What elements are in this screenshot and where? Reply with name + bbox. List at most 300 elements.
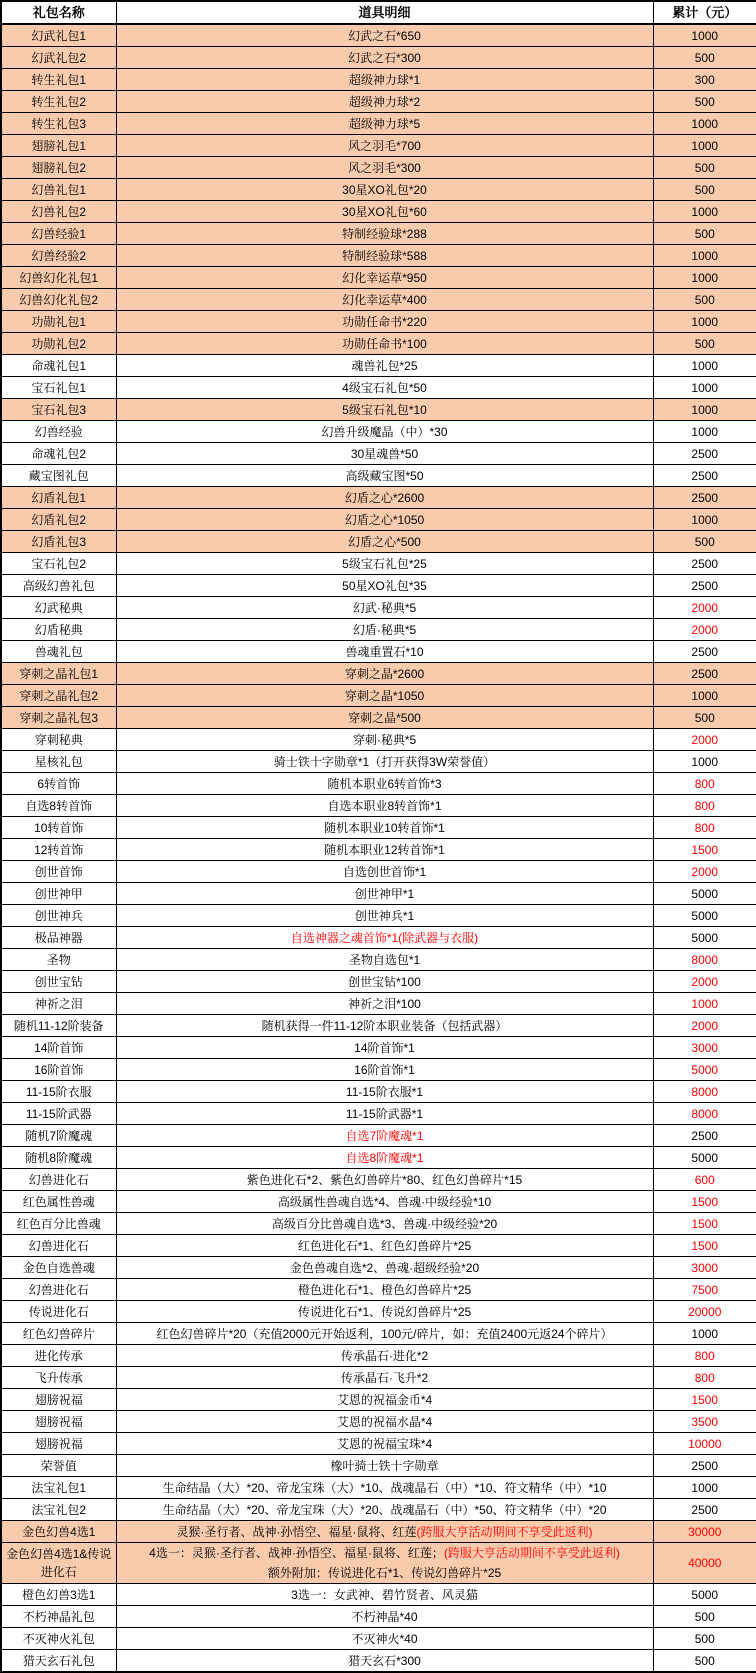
table-row: [1, 113, 756, 135]
item-detail-line: 自选8阶魔魂*1: [345, 1150, 424, 1165]
item-detail-cell: [116, 817, 653, 839]
item-detail-line: 艾恩的祝福宝珠*4: [336, 1436, 433, 1451]
item-detail-cell: [116, 223, 653, 245]
column-header-package-name: 礼包名称: [1, 1, 116, 24]
package-name-cell: 翅膀祝福: [1, 1389, 116, 1411]
item-detail-line: 额外附加：传说进化石*1、传说幻兽碎片*25: [267, 1566, 502, 1580]
item-detail-line: 幻盾之心*1050: [344, 512, 425, 527]
item-detail-line: 不灭神火*40: [351, 1631, 418, 1646]
table-row: [1, 1521, 756, 1543]
total-value-cell: 2500: [653, 641, 756, 663]
item-detail-cell: [116, 1169, 653, 1191]
item-detail-cell: [116, 487, 653, 509]
item-detail-line: 穿刺·秘典*5: [352, 732, 417, 747]
package-name-cell: 猎天玄石礼包: [1, 1650, 116, 1673]
total-value-cell: 500: [653, 157, 756, 179]
package-name-cell: 14阶首饰: [1, 1037, 116, 1059]
total-value-cell: 40000: [653, 1543, 756, 1584]
package-name-cell: 功勋礼包2: [1, 333, 116, 355]
total-value-cell: 2500: [653, 1455, 756, 1477]
table-row: [1, 1606, 756, 1628]
item-detail-line: 随机本职业12转首饰*1: [324, 842, 445, 857]
item-detail-line: 橙色进化石*1、橙色幻兽碎片*25: [297, 1282, 472, 1297]
item-detail-cell: [116, 245, 653, 267]
item-detail-line: 风之羽毛*700: [348, 138, 421, 153]
total-value-cell: 2000: [653, 597, 756, 619]
total-value-cell: 1000: [653, 685, 756, 707]
total-value-cell: 2500: [653, 465, 756, 487]
total-value-cell: 5000: [653, 905, 756, 927]
package-name-cell: 穿刺之晶礼包2: [1, 685, 116, 707]
item-detail-line: 创世宝钻*100: [348, 974, 421, 989]
table-row: [1, 1125, 756, 1147]
item-detail-cell: [116, 399, 653, 421]
table-row: [1, 1411, 756, 1433]
table-row: [1, 1213, 756, 1235]
table-row: [1, 91, 756, 113]
item-detail-cell: [116, 1257, 653, 1279]
package-name-cell: 6转首饰: [1, 773, 116, 795]
item-detail-cell: [116, 1191, 653, 1213]
table-row: [1, 1499, 756, 1521]
package-name-cell: 幻武秘典: [1, 597, 116, 619]
total-value-cell: 2500: [653, 443, 756, 465]
item-detail-line: 不朽神晶*40: [351, 1609, 418, 1624]
table-row: [1, 69, 756, 91]
total-value-cell: 1000: [653, 1323, 756, 1345]
item-detail-line: 随机本职业10转首饰*1: [324, 820, 445, 835]
package-name-cell: 功勋礼包1: [1, 311, 116, 333]
total-value-cell: 3500: [653, 1411, 756, 1433]
table-row: [1, 1367, 756, 1389]
table-row: [1, 531, 756, 553]
table-row: [1, 465, 756, 487]
total-value-cell: 1000: [653, 245, 756, 267]
table-row: [1, 24, 756, 47]
table-row: [1, 817, 756, 839]
item-detail-cell: [116, 113, 653, 135]
item-detail-line: 30星XO礼包*60: [342, 204, 427, 219]
total-value-cell: 1500: [653, 1213, 756, 1235]
table-row: [1, 1169, 756, 1191]
item-detail-cell: [116, 751, 653, 773]
item-detail-cell: [116, 1103, 653, 1125]
item-detail-line: 高级藏宝图*50: [345, 468, 424, 483]
table-row: [1, 597, 756, 619]
table-row: [1, 245, 756, 267]
package-name-cell: 幻武礼包2: [1, 47, 116, 69]
table-row: [1, 883, 756, 905]
table-row: [1, 201, 756, 223]
item-detail-line: 超级神力球*2: [348, 94, 421, 109]
total-value-cell: 2500: [653, 1499, 756, 1521]
item-detail-cell: [116, 289, 653, 311]
table-row: [1, 157, 756, 179]
item-detail-line: 风之羽毛*300: [348, 160, 421, 175]
item-detail-cell: [116, 24, 653, 47]
package-name-cell: 金色幻兽4选1: [1, 1521, 116, 1543]
item-detail-line: 神祈之泪*100: [348, 996, 421, 1011]
total-value-cell: 2000: [653, 619, 756, 641]
item-detail-cell: [116, 465, 653, 487]
item-detail-line: 幻兽升级魔晶（中）*30: [321, 424, 448, 439]
item-detail-cell: [116, 1367, 653, 1389]
total-value-cell: 1000: [653, 1477, 756, 1499]
item-detail-cell: [116, 267, 653, 289]
package-name-cell: 创世首饰: [1, 861, 116, 883]
package-name-cell: 幻兽经验2: [1, 245, 116, 267]
total-value-cell: 1000: [653, 201, 756, 223]
total-value-cell: 500: [653, 1650, 756, 1673]
table-row: [1, 1477, 756, 1499]
table-row: [1, 773, 756, 795]
item-detail-line: 幻盾之心*500: [348, 534, 421, 549]
package-name-cell: 宝石礼包2: [1, 553, 116, 575]
total-value-cell: 8000: [653, 949, 756, 971]
item-detail-cell: [116, 1015, 653, 1037]
table-row: [1, 421, 756, 443]
item-detail-cell: [116, 1147, 653, 1169]
item-detail-line: 创世神兵*1: [354, 908, 415, 923]
package-name-cell: 宝石礼包1: [1, 377, 116, 399]
package-name-cell: 法宝礼包1: [1, 1477, 116, 1499]
item-detail-cell: [116, 1543, 653, 1584]
table-row: [1, 927, 756, 949]
package-name-cell: 红色幻兽碎片: [1, 1323, 116, 1345]
total-value-cell: 2500: [653, 553, 756, 575]
item-detail-line: 功勋任命书*100: [342, 336, 427, 351]
total-value-cell: 8000: [653, 1103, 756, 1125]
total-value-cell: 5000: [653, 1059, 756, 1081]
package-name-cell: 翅膀祝福: [1, 1433, 116, 1455]
table-row: [1, 751, 756, 773]
table-row: [1, 47, 756, 69]
item-detail-line: 兽魂重置石*10: [345, 644, 424, 659]
total-value-cell: 500: [653, 333, 756, 355]
item-detail-cell: [116, 641, 653, 663]
item-detail-cell: [116, 179, 653, 201]
item-detail-cell: [116, 1059, 653, 1081]
table-row: [1, 1301, 756, 1323]
table-row: [1, 399, 756, 421]
package-name-cell: 幻兽进化石: [1, 1235, 116, 1257]
item-detail-cell: [116, 311, 653, 333]
table-row: [1, 1433, 756, 1455]
package-name-cell: 红色属性兽魂: [1, 1191, 116, 1213]
item-detail-line: 幻武·秘典*5: [352, 600, 417, 615]
total-value-cell: 30000: [653, 1521, 756, 1543]
table-row: [1, 333, 756, 355]
total-value-cell: 500: [653, 223, 756, 245]
total-value-cell: 1000: [653, 377, 756, 399]
item-detail-cell: [116, 443, 653, 465]
total-value-cell: 1000: [653, 509, 756, 531]
item-detail-line: 超级神力球*1: [348, 72, 421, 87]
item-detail-cell: [116, 1477, 653, 1499]
package-name-cell: 红色百分比兽魂: [1, 1213, 116, 1235]
package-name-cell: 幻兽进化石: [1, 1279, 116, 1301]
item-detail-line: 传承晶石·飞升*2: [340, 1370, 429, 1385]
table-row: [1, 1147, 756, 1169]
item-detail-cell: [116, 861, 653, 883]
table-row: [1, 1323, 756, 1345]
table-row: [1, 707, 756, 729]
total-value-cell: 3000: [653, 1257, 756, 1279]
total-value-cell: 1000: [653, 24, 756, 47]
item-detail-line: 幻盾之心*2600: [344, 490, 425, 505]
item-detail-line: 随机本职业6转首饰*3: [327, 776, 442, 791]
item-detail-line: 14阶首饰*1: [354, 1040, 415, 1055]
item-detail-line: 功勋任命书*220: [342, 314, 427, 329]
table-row: [1, 1345, 756, 1367]
item-detail-line: 传说进化石*1、传说幻兽碎片*25: [297, 1304, 472, 1319]
total-value-cell: 10000: [653, 1433, 756, 1455]
package-name-cell: 法宝礼包2: [1, 1499, 116, 1521]
table-row: [1, 311, 756, 333]
package-name-cell: 幻兽经验1: [1, 223, 116, 245]
total-value-cell: 2000: [653, 1015, 756, 1037]
item-detail-cell: [116, 135, 653, 157]
item-detail-cell: [116, 421, 653, 443]
item-detail-cell: [116, 1081, 653, 1103]
total-value-cell: 1500: [653, 839, 756, 861]
item-detail-cell: [116, 1455, 653, 1477]
item-detail-line: 自选神器之魂首饰*1(除武器与衣服): [290, 930, 479, 945]
item-detail-cell: [116, 377, 653, 399]
package-name-cell: 幻兽进化石: [1, 1169, 116, 1191]
total-value-cell: 800: [653, 817, 756, 839]
item-detail-line: 超级神力球*5: [348, 116, 421, 131]
total-value-cell: 5000: [653, 927, 756, 949]
table-row: [1, 575, 756, 597]
package-name-cell: 高级幻兽礼包: [1, 575, 116, 597]
package-name-cell: 10转首饰: [1, 817, 116, 839]
table-row: [1, 1103, 756, 1125]
table-row: [1, 1235, 756, 1257]
package-name-cell: 穿刺之晶礼包1: [1, 663, 116, 685]
item-detail-line: 猎天玄石*300: [348, 1653, 421, 1668]
item-detail-cell: [116, 685, 653, 707]
total-value-cell: 1000: [653, 993, 756, 1015]
package-name-cell: 翅膀祝福: [1, 1411, 116, 1433]
item-detail-line: 自选创世首饰*1: [342, 864, 427, 879]
package-name-cell: 12转首饰: [1, 839, 116, 861]
item-detail-line: 穿刺之晶*1050: [344, 688, 425, 703]
table-row: [1, 685, 756, 707]
item-detail-cell: [116, 1301, 653, 1323]
item-detail-line: 艾恩的祝福水晶*4: [336, 1414, 433, 1429]
item-detail-cell: [116, 1037, 653, 1059]
package-name-cell: 自选8转首饰: [1, 795, 116, 817]
item-detail-cell: [116, 1411, 653, 1433]
table-row: [1, 509, 756, 531]
package-name-cell: 转生礼包2: [1, 91, 116, 113]
item-detail-cell: [116, 1499, 653, 1521]
item-detail-line: 特制经验球*288: [342, 226, 427, 241]
item-detail-line: 穿刺之晶*500: [348, 710, 421, 725]
item-detail-line: 高级百分比兽魂自选*3、兽魂·中级经验*20: [271, 1216, 498, 1231]
table-row: [1, 355, 756, 377]
table-row: [1, 839, 756, 861]
item-detail-cell: [116, 795, 653, 817]
total-value-cell: 500: [653, 531, 756, 553]
total-value-cell: 1000: [653, 135, 756, 157]
total-value-cell: 500: [653, 91, 756, 113]
item-detail-line: 50星XO礼包*35: [342, 578, 427, 593]
package-name-cell: 幻兽幻化礼包1: [1, 267, 116, 289]
table-row: [1, 971, 756, 993]
total-value-cell: 1000: [653, 399, 756, 421]
package-name-cell: 创世神甲: [1, 883, 116, 905]
total-value-cell: 800: [653, 1345, 756, 1367]
table-row: [1, 377, 756, 399]
table-row: [1, 1455, 756, 1477]
package-name-cell: 极品神器: [1, 927, 116, 949]
total-value-cell: 1500: [653, 1235, 756, 1257]
item-detail-cell: [116, 773, 653, 795]
table-row: [1, 1037, 756, 1059]
item-detail-line: 随机获得一件11-12阶本职业装备（包括武器）: [261, 1018, 508, 1033]
package-name-cell: 圣物: [1, 949, 116, 971]
table-row: [1, 905, 756, 927]
item-detail-line: 特制经验球*588: [342, 248, 427, 263]
total-value-cell: 1500: [653, 1191, 756, 1213]
total-value-cell: 500: [653, 47, 756, 69]
item-detail-cell: [116, 839, 653, 861]
table-row: [1, 1191, 756, 1213]
total-value-cell: 500: [653, 1606, 756, 1628]
package-name-cell: 传说进化石: [1, 1301, 116, 1323]
package-name-cell: 穿刺之晶礼包3: [1, 707, 116, 729]
package-name-cell: 随机11-12阶装备: [1, 1015, 116, 1037]
item-detail-line: 红色进化石*1、红色幻兽碎片*25: [297, 1238, 472, 1253]
item-detail-line: 紫色进化石*2、紫色幻兽碎片*80、红色幻兽碎片*15: [246, 1172, 523, 1187]
item-detail-line: 金色兽魂自选*2、兽魂·超级经验*20: [289, 1260, 480, 1275]
item-detail-cell: [116, 157, 653, 179]
package-name-cell: 飞升传承: [1, 1367, 116, 1389]
item-detail-cell: [116, 949, 653, 971]
total-value-cell: 5000: [653, 1584, 756, 1606]
total-value-cell: 500: [653, 1628, 756, 1650]
item-detail-cell: [116, 971, 653, 993]
item-detail-line: 圣物自选包*1: [348, 952, 421, 967]
total-value-cell: 2500: [653, 663, 756, 685]
item-detail-line: 11-15阶衣服*1: [345, 1084, 424, 1099]
package-name-cell: 不朽神晶礼包: [1, 1606, 116, 1628]
item-detail-line: 自选7阶魔魂*1: [345, 1128, 424, 1143]
item-detail-line: 5级宝石礼包*25: [342, 556, 427, 571]
item-detail-cell: [116, 1433, 653, 1455]
table-row: [1, 641, 756, 663]
package-name-cell: 创世神兵: [1, 905, 116, 927]
package-name-cell: 兽魂礼包: [1, 641, 116, 663]
table-row: [1, 135, 756, 157]
package-name-cell: 创世宝钻: [1, 971, 116, 993]
table-row: [1, 267, 756, 289]
item-detail-line: 16阶首饰*1: [354, 1062, 415, 1077]
item-detail-cell: [116, 575, 653, 597]
package-name-cell: 幻盾礼包1: [1, 487, 116, 509]
item-detail-cell: [116, 729, 653, 751]
item-detail-line: 生命结晶（大）*20、帝龙宝珠（大）*10、战魂晶石（中）*10、符文精华（中）*10: [162, 1480, 607, 1495]
table-row: [1, 861, 756, 883]
package-name-cell: 宝石礼包3: [1, 399, 116, 421]
total-value-cell: 3000: [653, 1037, 756, 1059]
package-name-cell: 进化传承: [1, 1345, 116, 1367]
package-name-cell: 命魂礼包1: [1, 355, 116, 377]
total-value-cell: 2500: [653, 1125, 756, 1147]
item-detail-line: 11-15阶武器*1: [345, 1106, 424, 1121]
total-value-cell: 600: [653, 1169, 756, 1191]
table-row: [1, 1650, 756, 1673]
item-detail-cell: [116, 1279, 653, 1301]
total-value-cell: 1000: [653, 355, 756, 377]
total-value-cell: 500: [653, 289, 756, 311]
item-detail-line: 艾恩的祝福金币*4: [336, 1392, 433, 1407]
item-detail-line: 幻化幸运草*950: [342, 270, 427, 285]
package-name-cell: 金色幻兽4选1&传说进化石: [1, 1543, 116, 1584]
item-detail-line: 幻化幸运草*400: [342, 292, 427, 307]
table-row: [1, 223, 756, 245]
item-detail-line: 5级宝石礼包*10: [342, 402, 427, 417]
item-detail-cell: [116, 201, 653, 223]
table-row: [1, 1389, 756, 1411]
table-row: [1, 1015, 756, 1037]
total-value-cell: 2500: [653, 487, 756, 509]
table-row: [1, 553, 756, 575]
table-row: [1, 289, 756, 311]
package-name-cell: 幻兽幻化礼包2: [1, 289, 116, 311]
total-value-cell: 2000: [653, 729, 756, 751]
item-detail-cell: [116, 1521, 653, 1543]
package-name-cell: 不灭神火礼包: [1, 1628, 116, 1650]
table-header-row: [1, 1, 756, 24]
package-name-cell: 星核礼包: [1, 751, 116, 773]
table-row: [1, 1257, 756, 1279]
item-detail-cell: [116, 1650, 653, 1673]
item-detail-line: 30星XO礼包*20: [342, 182, 427, 197]
item-detail-line: 3选一：女武神、碧竹贤者、风灵猫: [291, 1587, 478, 1602]
item-detail-line: 生命结晶（大）*20、帝龙宝珠（大）*20、战魂晶石（中）*50、符文精华（中）*20: [162, 1502, 607, 1517]
item-detail-cell: [116, 927, 653, 949]
item-detail-line: 高级属性兽魂自选*4、兽魂·中级经验*10: [277, 1194, 492, 1209]
package-name-cell: 命魂礼包2: [1, 443, 116, 465]
total-value-cell: 2000: [653, 861, 756, 883]
column-header-total-yuan: 累计（元）: [653, 1, 756, 24]
item-detail-cell: [116, 69, 653, 91]
item-detail-cell: [116, 1235, 653, 1257]
package-name-cell: 橙色幻兽3选1: [1, 1584, 116, 1606]
total-value-cell: 1000: [653, 751, 756, 773]
total-value-cell: 2500: [653, 575, 756, 597]
item-detail-line: 魂兽礼包*25: [351, 358, 418, 373]
item-detail-line: 传承晶石·进化*2: [340, 1348, 429, 1363]
item-detail-cell: [116, 905, 653, 927]
package-name-cell: 随机8阶魔魂: [1, 1147, 116, 1169]
table-row: [1, 663, 756, 685]
table-row: [1, 179, 756, 201]
item-detail-cell: [116, 509, 653, 531]
package-name-cell: 荣誉值: [1, 1455, 116, 1477]
total-value-cell: 7500: [653, 1279, 756, 1301]
package-name-cell: 幻盾礼包3: [1, 531, 116, 553]
package-name-cell: 幻盾秘典: [1, 619, 116, 641]
item-detail-cell: [116, 1584, 653, 1606]
item-detail-line: 自选本职业8转首饰*1: [327, 798, 442, 813]
total-value-cell: 1000: [653, 311, 756, 333]
total-value-cell: 1000: [653, 421, 756, 443]
item-detail-cell: [116, 1125, 653, 1147]
